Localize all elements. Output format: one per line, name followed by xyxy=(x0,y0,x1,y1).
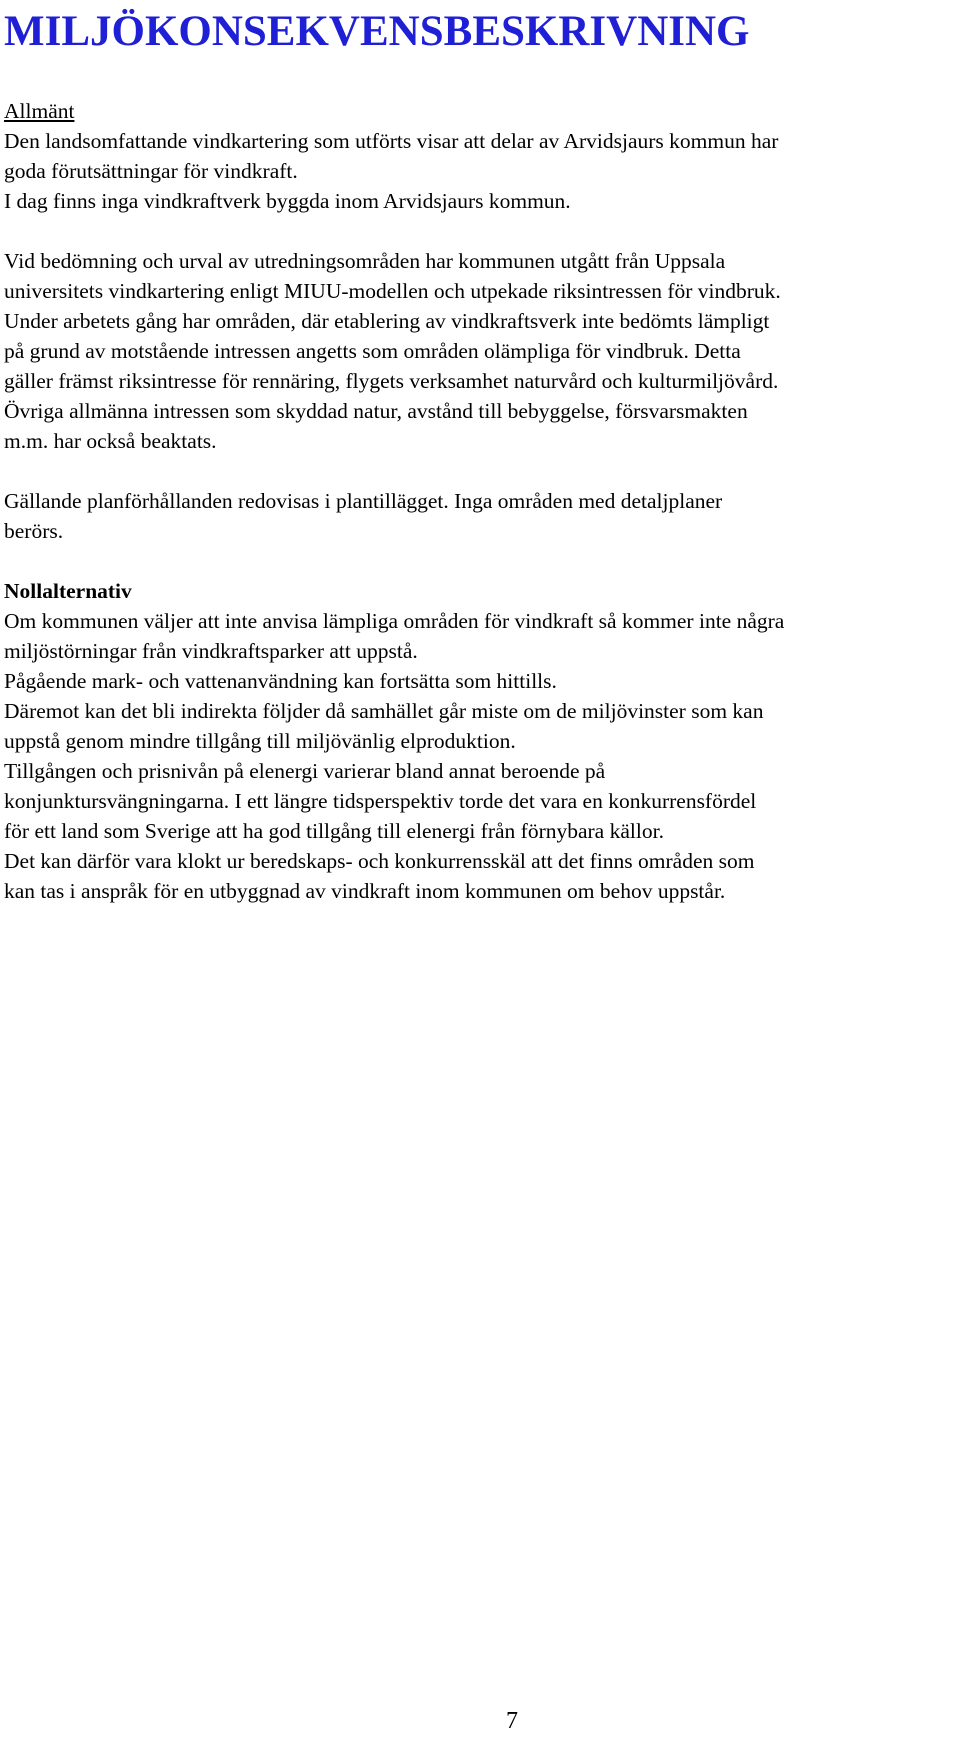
paragraph-gap xyxy=(4,456,956,486)
text-line: Pågående mark- och vattenanvändning kan fortsätta som hittills. xyxy=(4,669,557,693)
section-heading-nollalternativ: Nollalternativ xyxy=(4,579,132,603)
text-line: goda förutsättningar för vindkraft. xyxy=(4,159,298,183)
text-line: på grund av motstående intressen angetts som områden olämpliga för vindbruk. Detta xyxy=(4,339,741,363)
text-line: uppstå genom mindre tillgång till miljövänlig elproduktion. xyxy=(4,729,516,753)
text-line: Tillgången och prisnivån på elenergi varierar bland annat beroende på xyxy=(4,759,606,783)
text-line: Däremot kan det bli indirekta följder då samhället går miste om de miljövinster som kan xyxy=(4,699,764,723)
text-line: kan tas i anspråk för en utbyggnad av vindkraft inom kommunen om behov uppstår. xyxy=(4,879,726,903)
paragraph-gap xyxy=(4,216,956,246)
paragraph-gap xyxy=(4,546,956,576)
text-line: berörs. xyxy=(4,519,64,543)
text-line: gäller främst riksintresse för rennäring, flygets verksamhet naturvård och kulturmiljövård. xyxy=(4,369,779,393)
page-number: 7 xyxy=(506,1708,518,1734)
section-heading-general: Allmänt xyxy=(4,99,75,123)
text-line: Övriga allmänna intressen som skyddad natur, avstånd till bebyggelse, försvarsmakten xyxy=(4,399,748,423)
text-line: för ett land som Sverige att ha god tillgång till elenergi från förnybara källor. xyxy=(4,819,664,843)
page-title: MILJÖKONSEKVENSBESKRIVNING xyxy=(4,8,750,55)
text-line: Vid bedömning och urval av utredningsområden har kommunen utgått från Uppsala xyxy=(4,249,726,273)
text-line: Under arbetets gång har områden, där etablering av vindkraftsverk inte bedömts lämpligt xyxy=(4,309,770,333)
text-line: miljöstörningar från vindkraftsparker att uppstå. xyxy=(4,639,418,663)
text-line: I dag finns inga vindkraftverk byggda inom Arvidsjaurs kommun. xyxy=(4,189,571,213)
text-line: universitets vindkartering enligt MIUU-modellen och utpekade riksintressen för vindbruk. xyxy=(4,279,781,303)
text-line: Den landsomfattande vindkartering som utförts visar att delar av Arvidsjaurs kommun har xyxy=(4,129,779,153)
text-line: Gällande planförhållanden redovisas i plantillägget. Inga områden med detaljplaner xyxy=(4,489,723,513)
document-body xyxy=(4,96,956,906)
text-line: m.m. har också beaktats. xyxy=(4,429,217,453)
text-line: Om kommunen väljer att inte anvisa lämpliga områden för vindkraft så kommer inte några xyxy=(4,609,785,633)
document-page xyxy=(4,0,956,906)
text-line: konjunktursvängningarna. I ett längre tidsperspektiv torde det vara en konkurrensfördel xyxy=(4,789,757,813)
text-line: Det kan därför vara klokt ur beredskaps- och konkurrensskäl att det finns områden som xyxy=(4,849,755,873)
